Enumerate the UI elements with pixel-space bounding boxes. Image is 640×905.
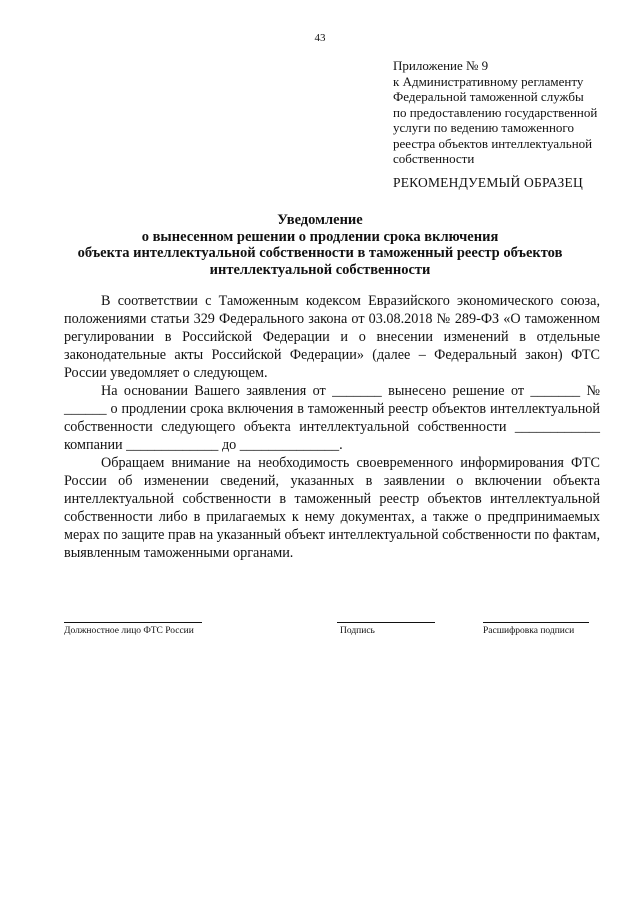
appendix-line: услуги по ведению таможенного [393, 120, 574, 135]
signature-row [0, 622, 640, 642]
appendix-line: по предоставлению государственной [393, 104, 598, 120]
document-title [40, 212, 600, 278]
official-signature-line: Должностное лицо ФТС России [64, 622, 202, 636]
body-paragraph: На основании Вашего заявления от _______ вынесено решение от _______ № ______ о продлении срока включения в таможенный реестр объектов интеллектуальной собственности следующего объекта интеллектуальной собственности ____________ компании _____________ до ______________. [64, 383, 600, 453]
title-line: о вынесенном решении о продлении срока включения [141, 228, 499, 245]
appendix-block [393, 58, 613, 167]
appendix-line: Федеральной таможенной службы [393, 89, 584, 104]
body-paragraph: Обращаем внимание на необходимость своевременного информирования ФТС России об изменении сведений, указанных в заявлении о включении объекта интеллектуальной собственности в таможенный реестр объектов интеллектуальной собственности либо в прилагаемых к нему документах, а также о предпринимаемых мерах по защите прав на указанный объект интеллектуальной собственности по фактам, выявленным таможенными органами. [64, 455, 601, 561]
title-line: объекта интеллектуальной собственности в таможенный реестр объектов [77, 245, 563, 261]
signature-decoding-line: Расшифровка подписи [483, 622, 589, 636]
document-body [64, 292, 600, 562]
appendix-line: к Административному регламенту [393, 73, 584, 89]
appendix-line: Приложение № 9 [393, 58, 489, 73]
signature-line: Подпись [337, 622, 435, 636]
body-paragraph: В соответствии с Таможенным кодексом Евразийского экономического союза, положениями статьи 329 Федерального закона от 03.08.2018 № 289-ФЗ «О таможенном регулировании в Российской Федерации и о внесении изменений в отдельные законодательные акты Российской Федерации» (далее – Федеральный закон) ФТС России уведомляет о следующем. [64, 293, 600, 381]
page-number: 43 [314, 32, 326, 44]
title-line: интеллектуальной собственности [209, 261, 431, 278]
appendix-line: собственности [393, 151, 475, 166]
title-line: Уведомление [277, 212, 363, 228]
appendix-line: реестра объектов интеллектуальной [393, 135, 593, 151]
sample-label: РЕКОМЕНДУЕМЫЙ ОБРАЗЕЦ [393, 175, 583, 190]
